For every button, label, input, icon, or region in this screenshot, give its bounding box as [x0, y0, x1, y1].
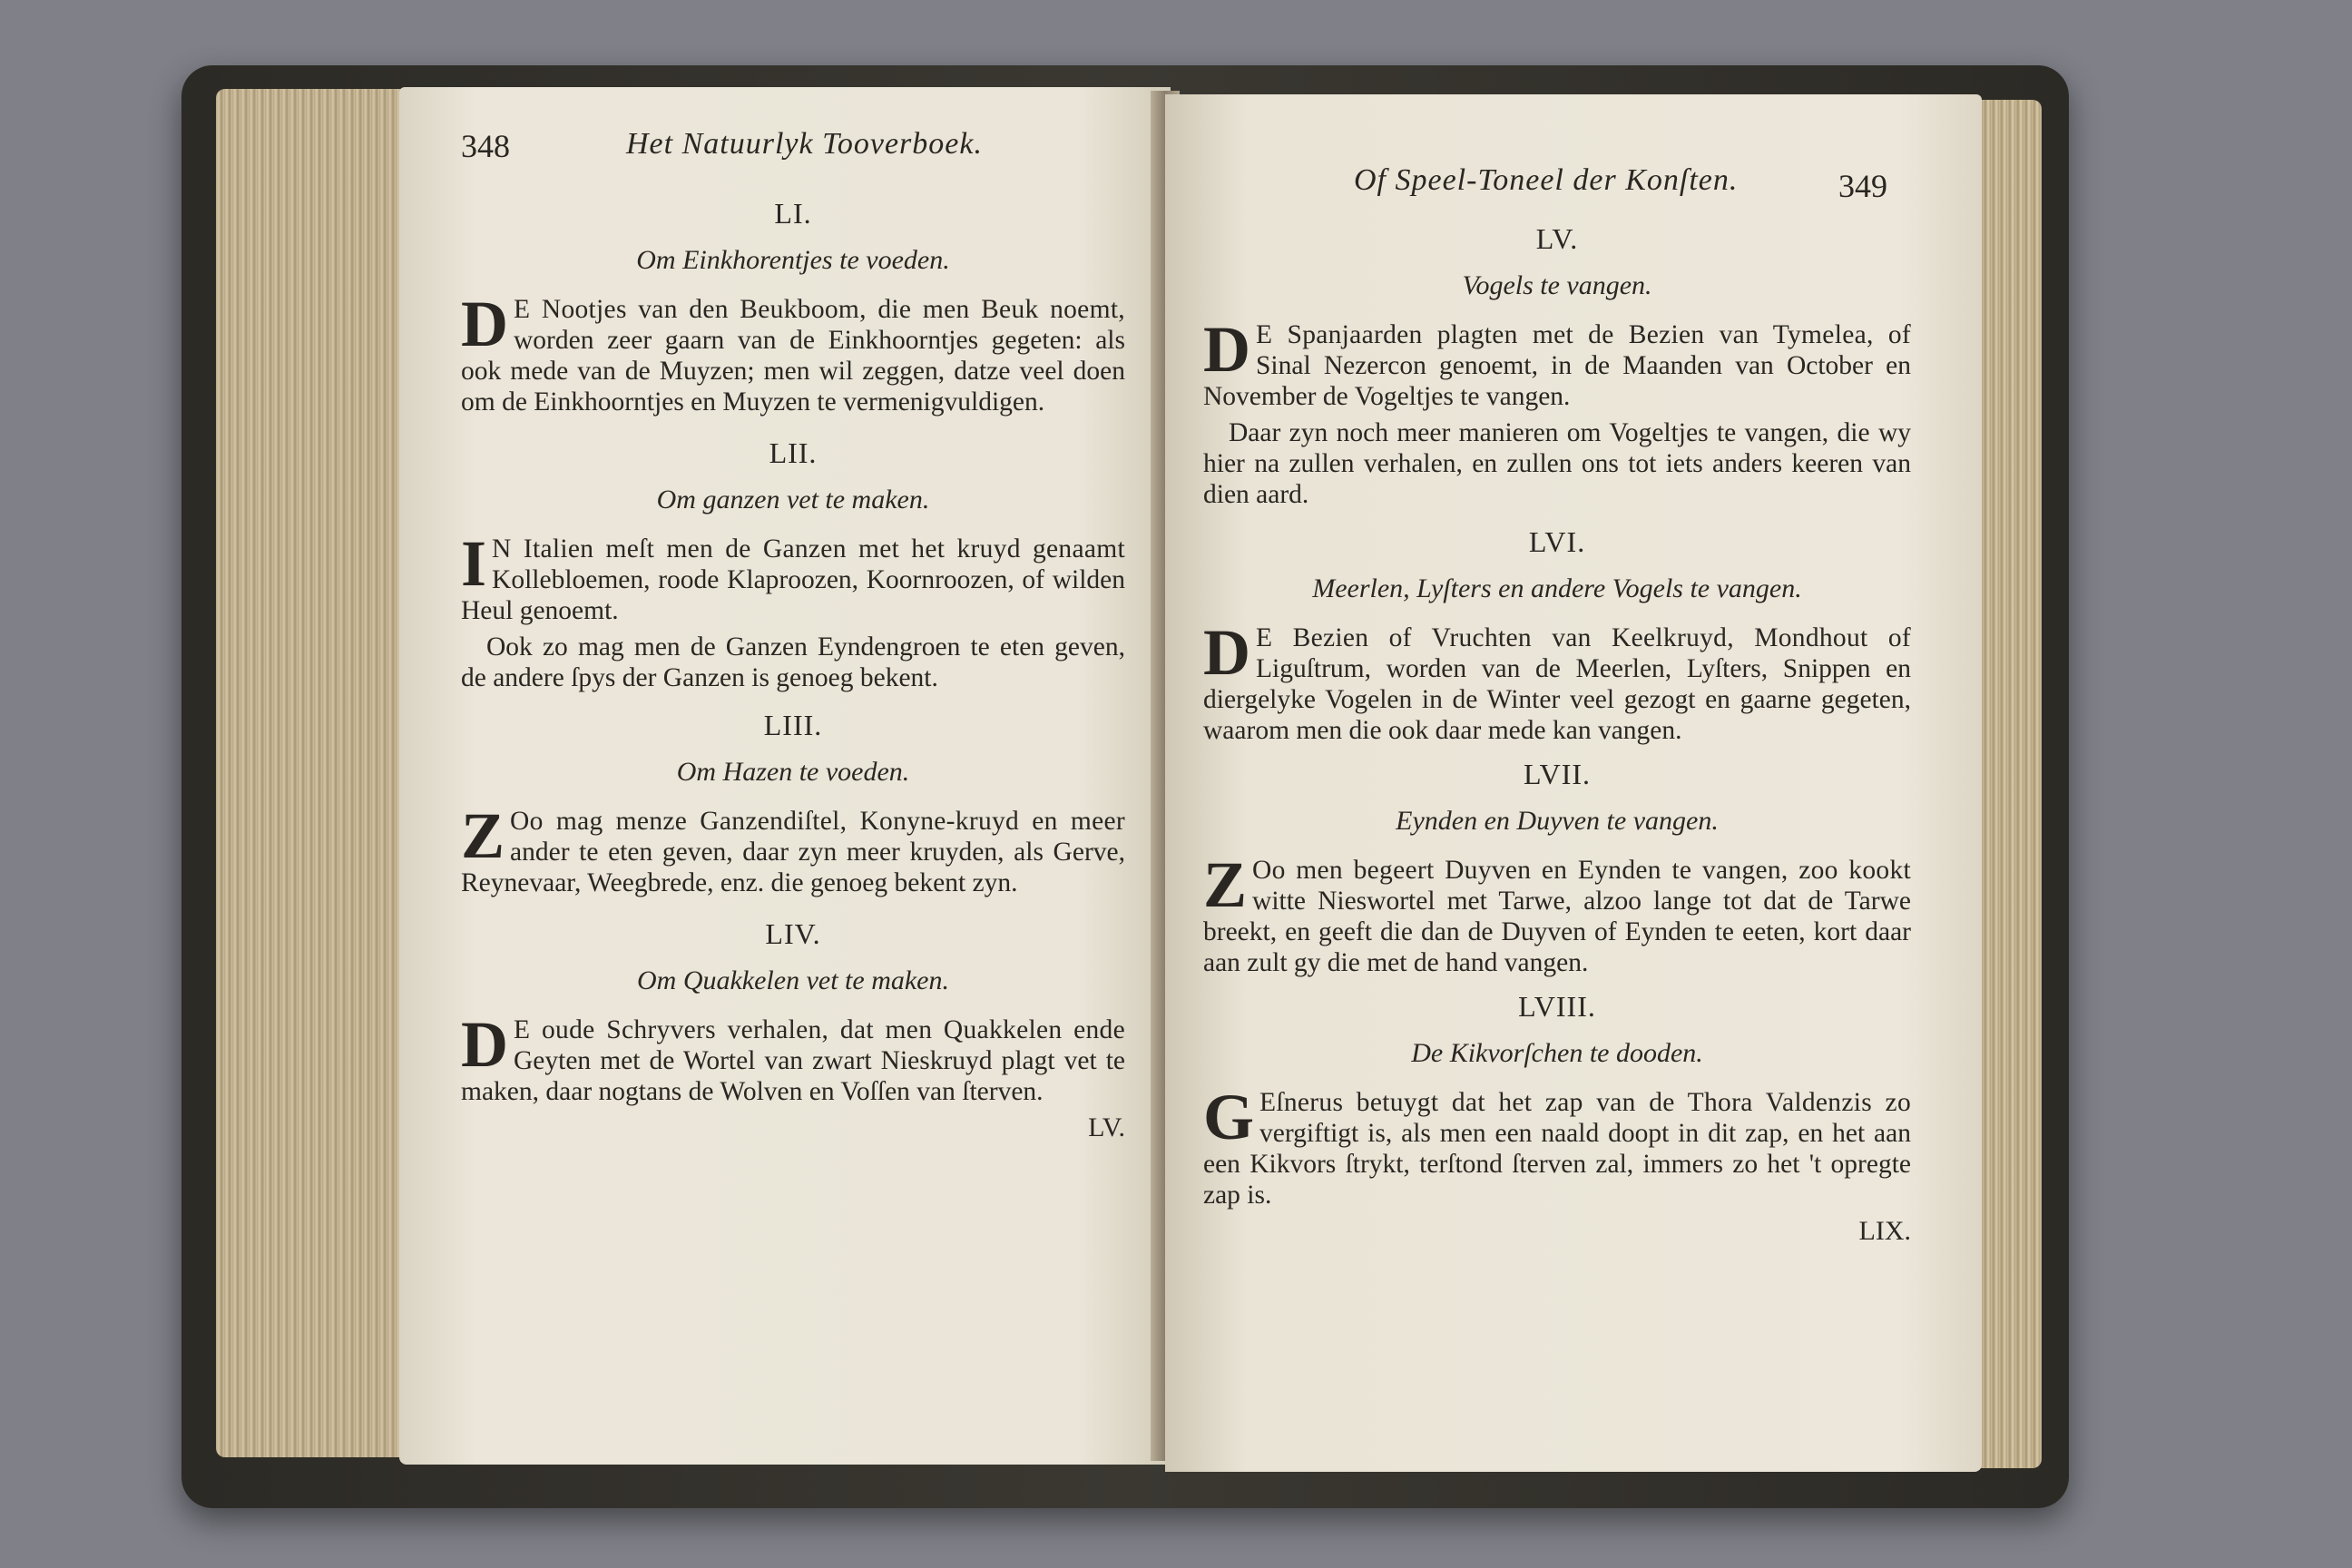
section-title: Eynden en Duyven te vangen.	[1396, 806, 1719, 836]
section-text: Z Oo men begeert Duyven en Eynden te vangen, zoo kookt witte Nieswortel met Tarwe, alzoo lange tot dat de Tarwe breekt, en geeft die dan de Duyven of Eynden te eeten, kort daar aan zult gy die met de hand vangen.	[1203, 848, 1911, 977]
right-page	[1165, 94, 1982, 1472]
drop-cap: D	[461, 288, 508, 360]
section-text: D E Nootjes van den Beukboom, die men Beuk noemt, worden zeer gaarn van de Einkhoorntjes gegeten: als ook mede van de Muyzen; men wil zeggen, datze veel doen om de Einkhoorntjes en Muyzen te vermenigvuldigen.	[461, 288, 1125, 416]
page-number: 348	[461, 128, 510, 164]
page-edges-left	[216, 89, 407, 1457]
section-number: LVI.	[1528, 525, 1586, 558]
section-title: Om Quakkelen vet te maken.	[636, 965, 949, 995]
section-text-continued: Daar zyn noch meer manieren om Vogeltjes te vangen, die wy hier na zullen verhalen, en zullen ons tot iets anders keeren van dien aard.	[1203, 418, 1911, 509]
drop-cap: D	[1203, 313, 1250, 386]
section-text: Z Oo mag menze Ganzendiſtel, Konyne-kruyd en meer ander te eten geven, daar zyn meer kruyden, als Gerve, Reynevaar, Weegbrede, enz. die genoeg bekent zyn.	[461, 799, 1125, 897]
section-number: LIV.	[765, 917, 821, 950]
drop-cap: D	[461, 1008, 508, 1081]
section-text: I N Italien meſt men de Ganzen met het kruyd genaamt Kollebloemen, roode Klaproozen, Koornroozen, of wilden Heul genoemt.	[461, 527, 1125, 625]
section-text: D E Bezien of Vruchten van Keelkruyd, Mondhout of Liguſtrum, worden van de Meerlen, Lyſters, Snippen en diergelyke Vogelen in de Winter veel gezogt en gaarne gegeten, waarom men die ook daar mede kan vangen.	[1203, 616, 1911, 745]
section-text: D E Spanjaarden plagten met de Bezien van Tymelea, of Sinal Nezercon genoemt, in de Maanden van October en November de Vogeltjes te vangen.	[1203, 313, 1911, 411]
left-page	[399, 87, 1171, 1465]
section-text: G Eſnerus betuygt dat het zap van de Thora Valdenzis zo vergiftigt is, als men een naald doopt in dit zap, en het aan een Kikvors ſtrykt, terſtond ſterven zal, immers zo het 't opregte zap is.	[1203, 1081, 1911, 1210]
section	[461, 198, 1125, 417]
section-number: LV.	[1535, 222, 1579, 255]
section-title: Om ganzen vet te maken.	[656, 485, 930, 514]
page-number: 349	[1838, 168, 1887, 204]
section	[461, 437, 1125, 693]
drop-cap: I	[461, 527, 487, 600]
section-title: De Kikvorſchen te dooden.	[1411, 1038, 1703, 1068]
section	[1203, 759, 1911, 978]
section-number: LIII.	[763, 709, 823, 741]
right-page-content	[1203, 212, 1911, 1247]
section	[461, 918, 1125, 1107]
section-title: Meerlen, Lyſters en andere Vogels te vangen.	[1312, 573, 1802, 603]
section-number: LVII.	[1523, 758, 1592, 790]
section-title: Om Hazen te voeden.	[676, 757, 910, 787]
catchword: LIX.	[1858, 1216, 1911, 1246]
drop-cap: Z	[461, 799, 505, 872]
section-number: LVIII.	[1518, 990, 1596, 1023]
running-head: Het Natuurlyk Tooverboek.	[626, 127, 983, 161]
section	[1203, 526, 1911, 746]
running-head: Of Speel-Toneel der Konſten.	[1354, 163, 1739, 197]
section	[1203, 991, 1911, 1210]
section-text-continued: Ook zo mag men de Ganzen Eyndengroen te eten geven, de andere ſpys der Ganzen is genoeg bekent.	[461, 632, 1125, 692]
section-text: D E oude Schryvers verhalen, dat men Quakkelen ende Geyten met de Wortel van zwart Nieskruyd plagt vet te maken, daar nogtans de Wolven en Voſſen van ſterven.	[461, 1008, 1125, 1106]
section-number: LII.	[769, 436, 818, 469]
drop-cap: D	[1203, 616, 1250, 689]
drop-cap: Z	[1203, 848, 1248, 921]
left-page-content	[461, 187, 1125, 1143]
section-number: LI.	[774, 197, 812, 230]
section	[461, 710, 1125, 898]
section-title: Vogels te vangen.	[1462, 270, 1652, 300]
catchword: LV.	[1088, 1112, 1125, 1142]
section-title: Om Einkhorentjes te voeden.	[636, 245, 950, 275]
section	[1203, 223, 1911, 510]
drop-cap: G	[1203, 1081, 1255, 1153]
